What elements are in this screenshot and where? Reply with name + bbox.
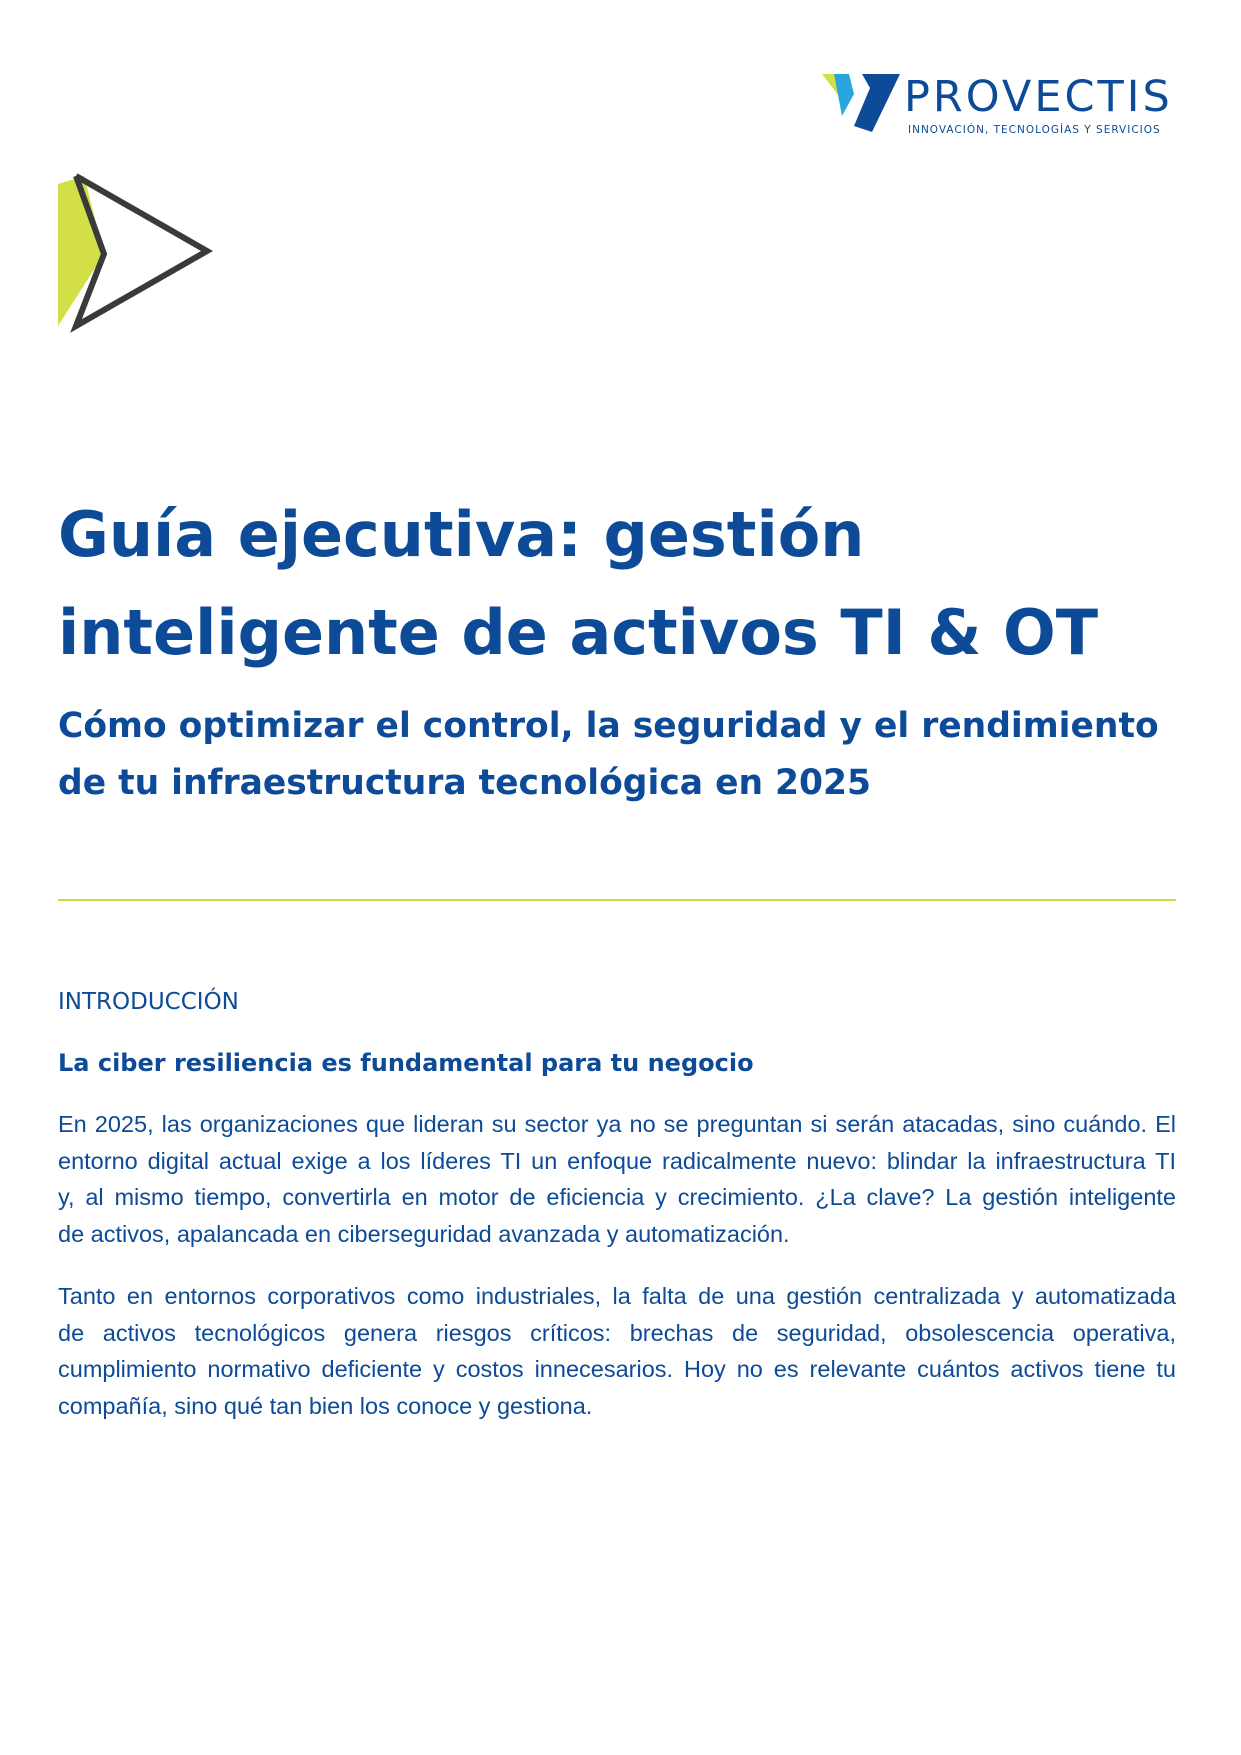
paragraph-line: de activos tecnológicos genera riesgos críticos: brechas de seguridad, obsolescencia operativa, (58, 1319, 1176, 1346)
intro-paragraph-1 (58, 1106, 1176, 1252)
document-subtitle (58, 698, 1188, 812)
paragraph-line: de activos, apalancada en ciberseguridad avanzada y automatización. (58, 1220, 790, 1247)
paragraph-line: y, al mismo tiempo, convertirla en motor de eficiencia y crecimiento. ¿La clave? La gestión inteligente (58, 1184, 1176, 1210)
subtitle-line: Cómo optimizar el control, la seguridad y el rendimiento (58, 706, 1159, 746)
paragraph-line: cumplimiento normativo deficiente y costos innecesarios. Hoy no es relevante cuántos activos tiene tu (58, 1356, 1176, 1382)
subtitle-line: de tu infraestructura tecnológica en 2025 (58, 763, 872, 803)
section-heading: La ciber resiliencia es fundamental para tu negocio (58, 1049, 754, 1077)
paragraph-line: Tanto en entornos corporativos como industriales, la falta de una gestión centralizada y automatizada (58, 1283, 1176, 1309)
paragraph-line: En 2025, las organizaciones que lideran su sector ya no se preguntan si serán atacadas, sino cuándo. El (58, 1111, 1176, 1137)
provectis-logo (822, 70, 1177, 140)
paragraph-line: entorno digital actual exige a los líderes TI un enfoque radicalmente nuevo: blindar la infraestructura TI (58, 1147, 1176, 1174)
title-line: inteligente de activos TI & OT (58, 596, 1099, 669)
paragraph-line: compañía, sino qué tan bien los conoce y gestiona. (58, 1392, 593, 1419)
section-label: INTRODUCCIÓN (58, 989, 239, 1015)
decorative-arrow-icon (56, 172, 214, 334)
title-line: Guía ejecutiva: gestión (58, 498, 865, 571)
document-title (58, 486, 1178, 682)
logo-name: PROVECTIS (904, 72, 1173, 122)
logo-tagline: INNOVACIÓN, TECNOLOGÍAS Y SERVICIOS (908, 124, 1161, 136)
provectis-logo-mark-icon (822, 72, 900, 134)
section-divider (58, 899, 1176, 901)
intro-paragraph-2 (58, 1278, 1176, 1424)
